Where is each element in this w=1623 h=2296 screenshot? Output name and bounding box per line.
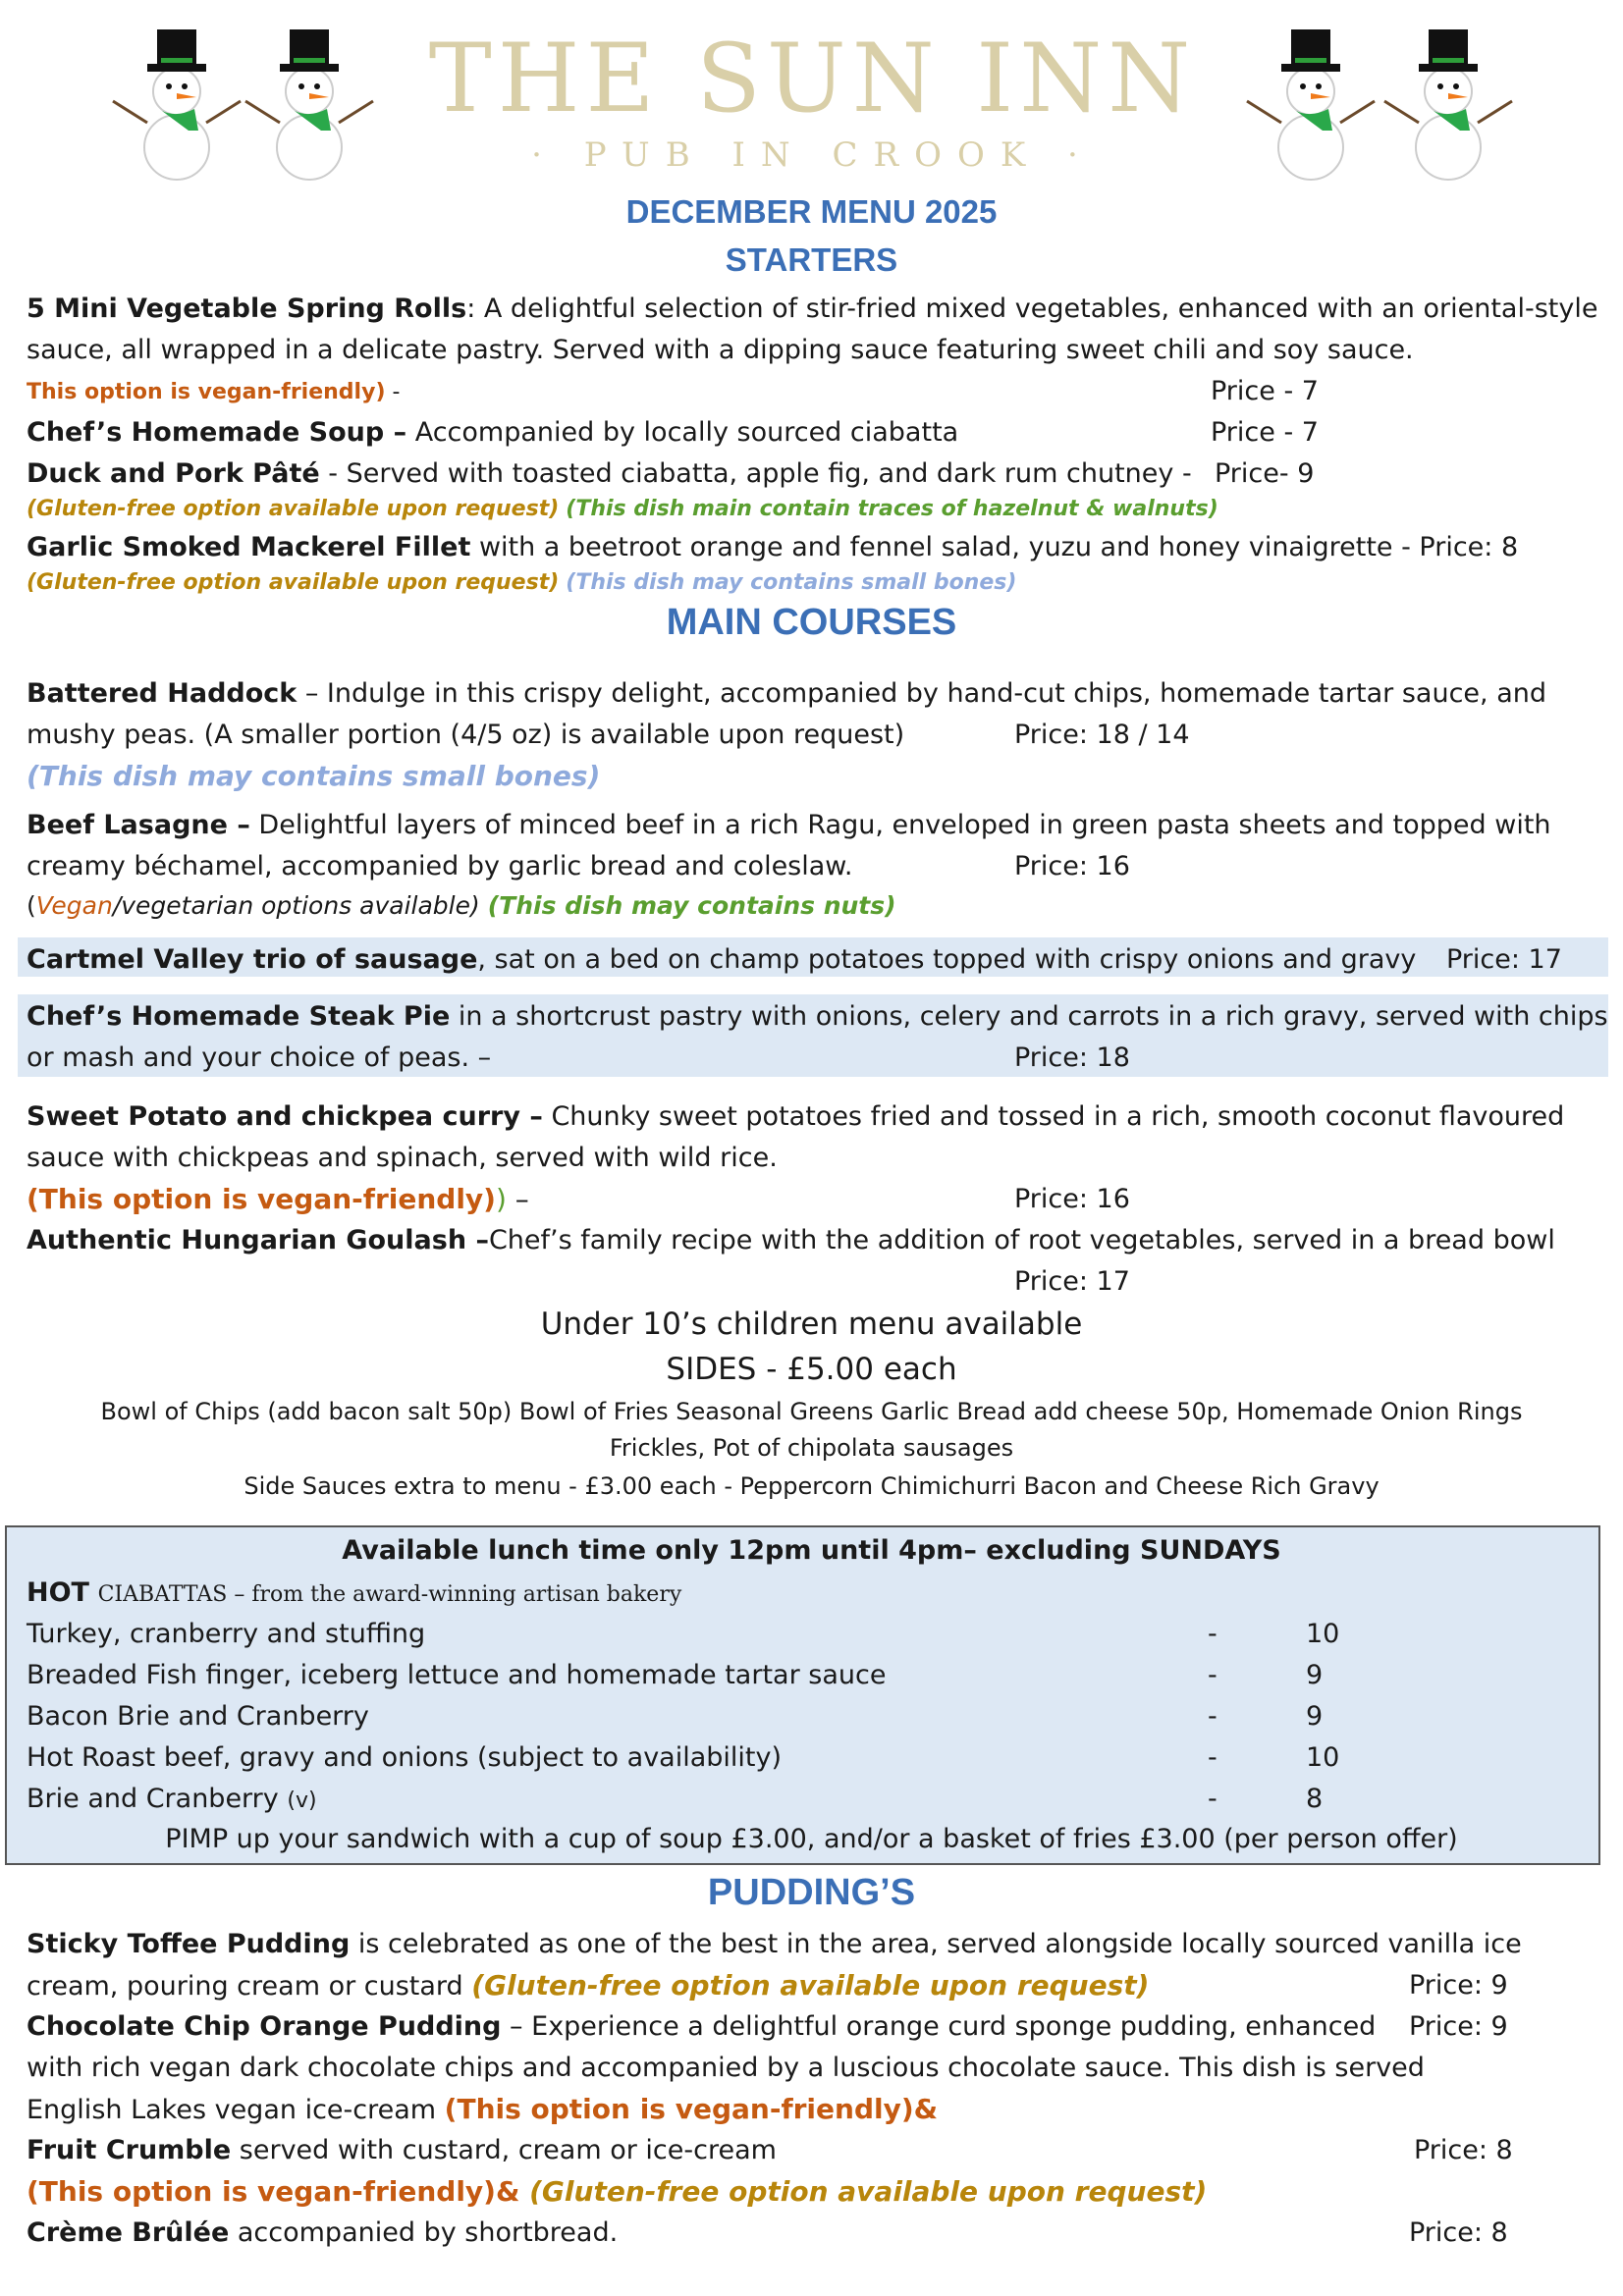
curry-line1	[27, 1096, 1564, 1137]
mackerel-notes	[27, 565, 1016, 601]
snowman-icon	[113, 29, 241, 180]
vegan-label: (This option is vegan-friendly)&	[27, 2175, 520, 2208]
lunch-item	[27, 1614, 425, 1654]
curry-line2: sauce with chickpeas and spinach, served with wild rice.	[27, 1143, 778, 1173]
lunch-item-dash: -	[1208, 1742, 1217, 1773]
haddock-line1	[27, 673, 1546, 714]
children-menu-note: Under 10’s children menu available	[540, 1307, 1083, 1342]
curry-price: Price: 16	[1014, 1184, 1130, 1214]
bracket: (	[27, 891, 36, 920]
mackerel-name: Garlic Smoked Mackerel Fillet	[27, 532, 471, 562]
mackerel-line	[27, 527, 1518, 567]
haddock-line2: mushy peas. (A smaller portion (4/5 oz) is available upon request)	[27, 720, 905, 750]
curry-vegan-note	[27, 1179, 529, 1219]
lunch-item-name: Bacon Brie and Cranberry	[27, 1701, 369, 1732]
snowmen-right-decoration	[1242, 25, 1527, 182]
brulee-desc: accompanied by shortbread.	[229, 2217, 619, 2248]
soup-line	[27, 412, 958, 453]
sausage-price: Price: 17	[1446, 944, 1562, 975]
bones-label: (This dish may contains small bones)	[27, 760, 601, 792]
snowman-icon	[245, 29, 373, 180]
haddock-bones-note	[27, 756, 600, 796]
gluten-free-label: (Gluten-free option available upon request)	[519, 2175, 1208, 2208]
goulash-line	[27, 1220, 1555, 1260]
side-sauces-line: Side Sauces extra to menu - £3.00 each - Peppercorn Chimichurri Bacon and Cheese Rich Gravy	[243, 1472, 1380, 1500]
spring-rolls-price: Price - 7	[1211, 376, 1319, 406]
brulee-line	[27, 2213, 618, 2253]
lasagne-name: Beef Lasagne –	[27, 810, 250, 840]
haddock-name: Battered Haddock	[27, 678, 298, 709]
steak-pie-name: Chef’s Homemade Steak Pie	[27, 1001, 451, 1032]
sausage-desc: , sat on a bed on champ potatoes topped with crispy onions and gravy	[477, 944, 1417, 975]
lunch-item	[27, 1779, 317, 1821]
lasagne-line1	[27, 805, 1551, 845]
lunch-item-dash: -	[1208, 1784, 1217, 1814]
haddock-desc: – Indulge in this crispy delight, accompanied by hand-cut chips, homemade tartar sauce, and	[297, 678, 1547, 709]
pimp-offer: PIMP up your sandwich with a cup of soup £3.00, and/or a basket of fries £3.00 (per person offer)	[165, 1824, 1458, 1854]
brulee-name: Crème Brûlée	[27, 2217, 230, 2248]
snowman-icon	[1247, 29, 1375, 180]
pate-notes	[27, 492, 1218, 527]
separator: -	[385, 380, 401, 404]
gluten-free-label: (Gluten-free option available upon request)	[471, 1969, 1150, 2002]
vegan-label: Vegan	[35, 891, 113, 920]
lunch-item-dash: -	[1208, 1701, 1217, 1732]
choc-line2: with rich vegan dark chocolate chips and accompanied by a luscious chocolate sauce. This dish is served	[27, 2053, 1425, 2083]
puddings-heading: PUDDING’S	[707, 1872, 916, 1913]
vegan-label: (This option is vegan-friendly)	[27, 1183, 496, 1215]
pate-price: Price- 9	[1215, 458, 1315, 489]
lunch-title: Available lunch time only 12pm until 4pm– excluding SUNDAYS	[342, 1535, 1281, 1566]
lasagne-notes	[27, 885, 896, 926]
curry-desc: Chunky sweet potatoes fried and tossed in a rich, smooth coconut flavoured	[542, 1101, 1565, 1132]
crumble-desc: served with custard, cream or ice-cream	[231, 2135, 777, 2165]
spring-rolls-vegan-note	[27, 375, 400, 410]
soup-price: Price - 7	[1211, 417, 1319, 448]
lunch-item-name: Brie and Cranberry	[27, 1784, 279, 1814]
nuts-label: (This dish main contain traces of hazelnut & walnuts)	[566, 497, 1218, 521]
spring-rolls-line1	[27, 289, 1597, 329]
brulee-price: Price: 8	[1409, 2217, 1508, 2248]
mains-heading: MAIN COURSES	[666, 602, 957, 643]
lunch-item-name: Hot Roast beef, gravy and onions (subject to availability)	[27, 1742, 783, 1773]
lunch-item-name: Breaded Fish finger, iceberg lettuce and homemade tartar sauce	[27, 1660, 887, 1690]
menu-title: DECEMBER MENU 2025	[625, 193, 998, 230]
lunch-item-price: 8	[1306, 1784, 1324, 1814]
bracket: )	[495, 1183, 507, 1215]
sticky-line1	[27, 1924, 1522, 1964]
vegan-label: This option is vegan-friendly)	[27, 380, 386, 404]
lunch-item-price: 10	[1306, 1619, 1340, 1649]
hot-ciabattas-line	[27, 1573, 681, 1615]
vegetarian-mark: (v)	[287, 1789, 317, 1813]
lunch-item-dash: -	[1208, 1619, 1217, 1649]
sausage-name: Cartmel Valley trio of sausage	[27, 944, 478, 975]
starters-heading: STARTERS	[725, 241, 898, 278]
lunch-item-name: Turkey, cranberry and stuffing	[27, 1619, 426, 1649]
goulash-price: Price: 17	[1014, 1266, 1130, 1297]
hot-label: HOT	[27, 1577, 89, 1608]
spring-rolls-name: 5 Mini Vegetable Spring Rolls	[27, 294, 467, 324]
haddock-price: Price: 18 / 14	[1014, 720, 1190, 750]
ciabattas-label: CIABATTAS – from the award-winning artisan bakery	[97, 1582, 682, 1607]
choc-line1	[27, 2006, 1376, 2047]
spring-rolls-line2: sauce, all wrapped in a delicate pastry. Served with a dipping sauce featuring sweet chili and soy sauce.	[27, 335, 1414, 365]
lunch-item	[27, 1737, 782, 1778]
nuts-label: (This dish may contains nuts)	[487, 891, 896, 920]
soup-desc: Accompanied by locally sourced ciabatta	[406, 417, 959, 448]
sticky-line2	[27, 1965, 1149, 2006]
snowmen-left-decoration	[108, 25, 383, 182]
choc-line3	[27, 2089, 938, 2130]
lasagne-line2: creamy béchamel, accompanied by garlic bread and coleslaw.	[27, 851, 853, 881]
goulash-name: Authentic Hungarian Goulash –	[27, 1225, 489, 1255]
pate-desc: - Served with toasted ciabatta, apple fig, and dark rum chutney -	[319, 458, 1192, 489]
crumble-price: Price: 8	[1414, 2135, 1513, 2165]
lasagne-desc: Delightful layers of minced beef in a rich Ragu, enveloped in green pasta sheets and topped with	[249, 810, 1551, 840]
curry-name: Sweet Potato and chickpea curry –	[27, 1101, 543, 1132]
mackerel-desc: with a beetroot orange and fennel salad, yuzu and honey vinaigrette - Price: 8	[470, 532, 1519, 562]
vegan-label: (This option is vegan-friendly)&	[444, 2093, 939, 2125]
pate-name: Duck and Pork Pâté	[27, 458, 320, 489]
snowman-icon	[1384, 29, 1512, 180]
choc-price: Price: 9	[1409, 2011, 1508, 2042]
steak-pie-line1	[27, 996, 1608, 1037]
sticky-name: Sticky Toffee Pudding	[27, 1929, 351, 1959]
steak-pie-price: Price: 18	[1014, 1042, 1130, 1073]
separator: –	[506, 1183, 529, 1215]
lunch-item	[27, 1696, 369, 1736]
crumble-line	[27, 2130, 777, 2170]
steak-pie-line2: or mash and your choice of peas. –	[27, 1042, 492, 1073]
sausage-line	[27, 939, 1416, 980]
lasagne-price: Price: 16	[1014, 851, 1130, 881]
pate-line	[27, 454, 1192, 494]
gluten-free-label: (Gluten-free option available upon request)	[27, 570, 560, 595]
sides-heading: SIDES - £5.00 each	[666, 1352, 957, 1387]
logo-title: THE SUN INN	[428, 24, 1197, 133]
bones-label: (This dish may contains small bones)	[566, 570, 1017, 595]
choc-desc: – Experience a delightful orange curd sponge pudding, enhanced	[501, 2011, 1377, 2042]
lunch-item-price: 9	[1306, 1660, 1324, 1690]
choc-desc: English Lakes vegan ice-cream	[27, 2095, 445, 2125]
steak-pie-desc: in a shortcrust pastry with onions, celery and carrots in a rich gravy, served with chips	[450, 1001, 1608, 1032]
sides-line1: Bowl of Chips (add bacon salt 50p) Bowl of Fries Seasonal Greens Garlic Bread add cheese 50p, Homemade Onion Rings	[100, 1398, 1523, 1425]
lunch-item-price: 9	[1306, 1701, 1324, 1732]
crumble-name: Fruit Crumble	[27, 2135, 232, 2165]
vegetarian-label: /vegetarian options available)	[112, 891, 480, 920]
logo-subtitle: · PUB IN CROOK ·	[531, 135, 1094, 175]
sticky-price: Price: 9	[1409, 1970, 1508, 2001]
sides-line2: Frickles, Pot of chipolata sausages	[609, 1434, 1014, 1462]
crumble-notes	[27, 2171, 1207, 2212]
lunch-item-dash: -	[1208, 1660, 1217, 1690]
sticky-desc: is celebrated as one of the best in the area, served alongside locally sourced vanilla ice	[350, 1929, 1522, 1959]
spring-rolls-desc: : A delightful selection of stir-fried mixed vegetables, enhanced with an oriental-style	[466, 294, 1598, 324]
sticky-desc: cream, pouring cream or custard	[27, 1971, 472, 2002]
gluten-free-label: (Gluten-free option available upon request)	[27, 497, 560, 521]
lunch-item-price: 10	[1306, 1742, 1340, 1773]
choc-name: Chocolate Chip Orange Pudding	[27, 2011, 502, 2042]
lunch-item	[27, 1655, 886, 1695]
soup-name: Chef’s Homemade Soup –	[27, 417, 407, 448]
goulash-desc: Chef’s family recipe with the addition of root vegetables, served in a bread bowl	[488, 1225, 1555, 1255]
